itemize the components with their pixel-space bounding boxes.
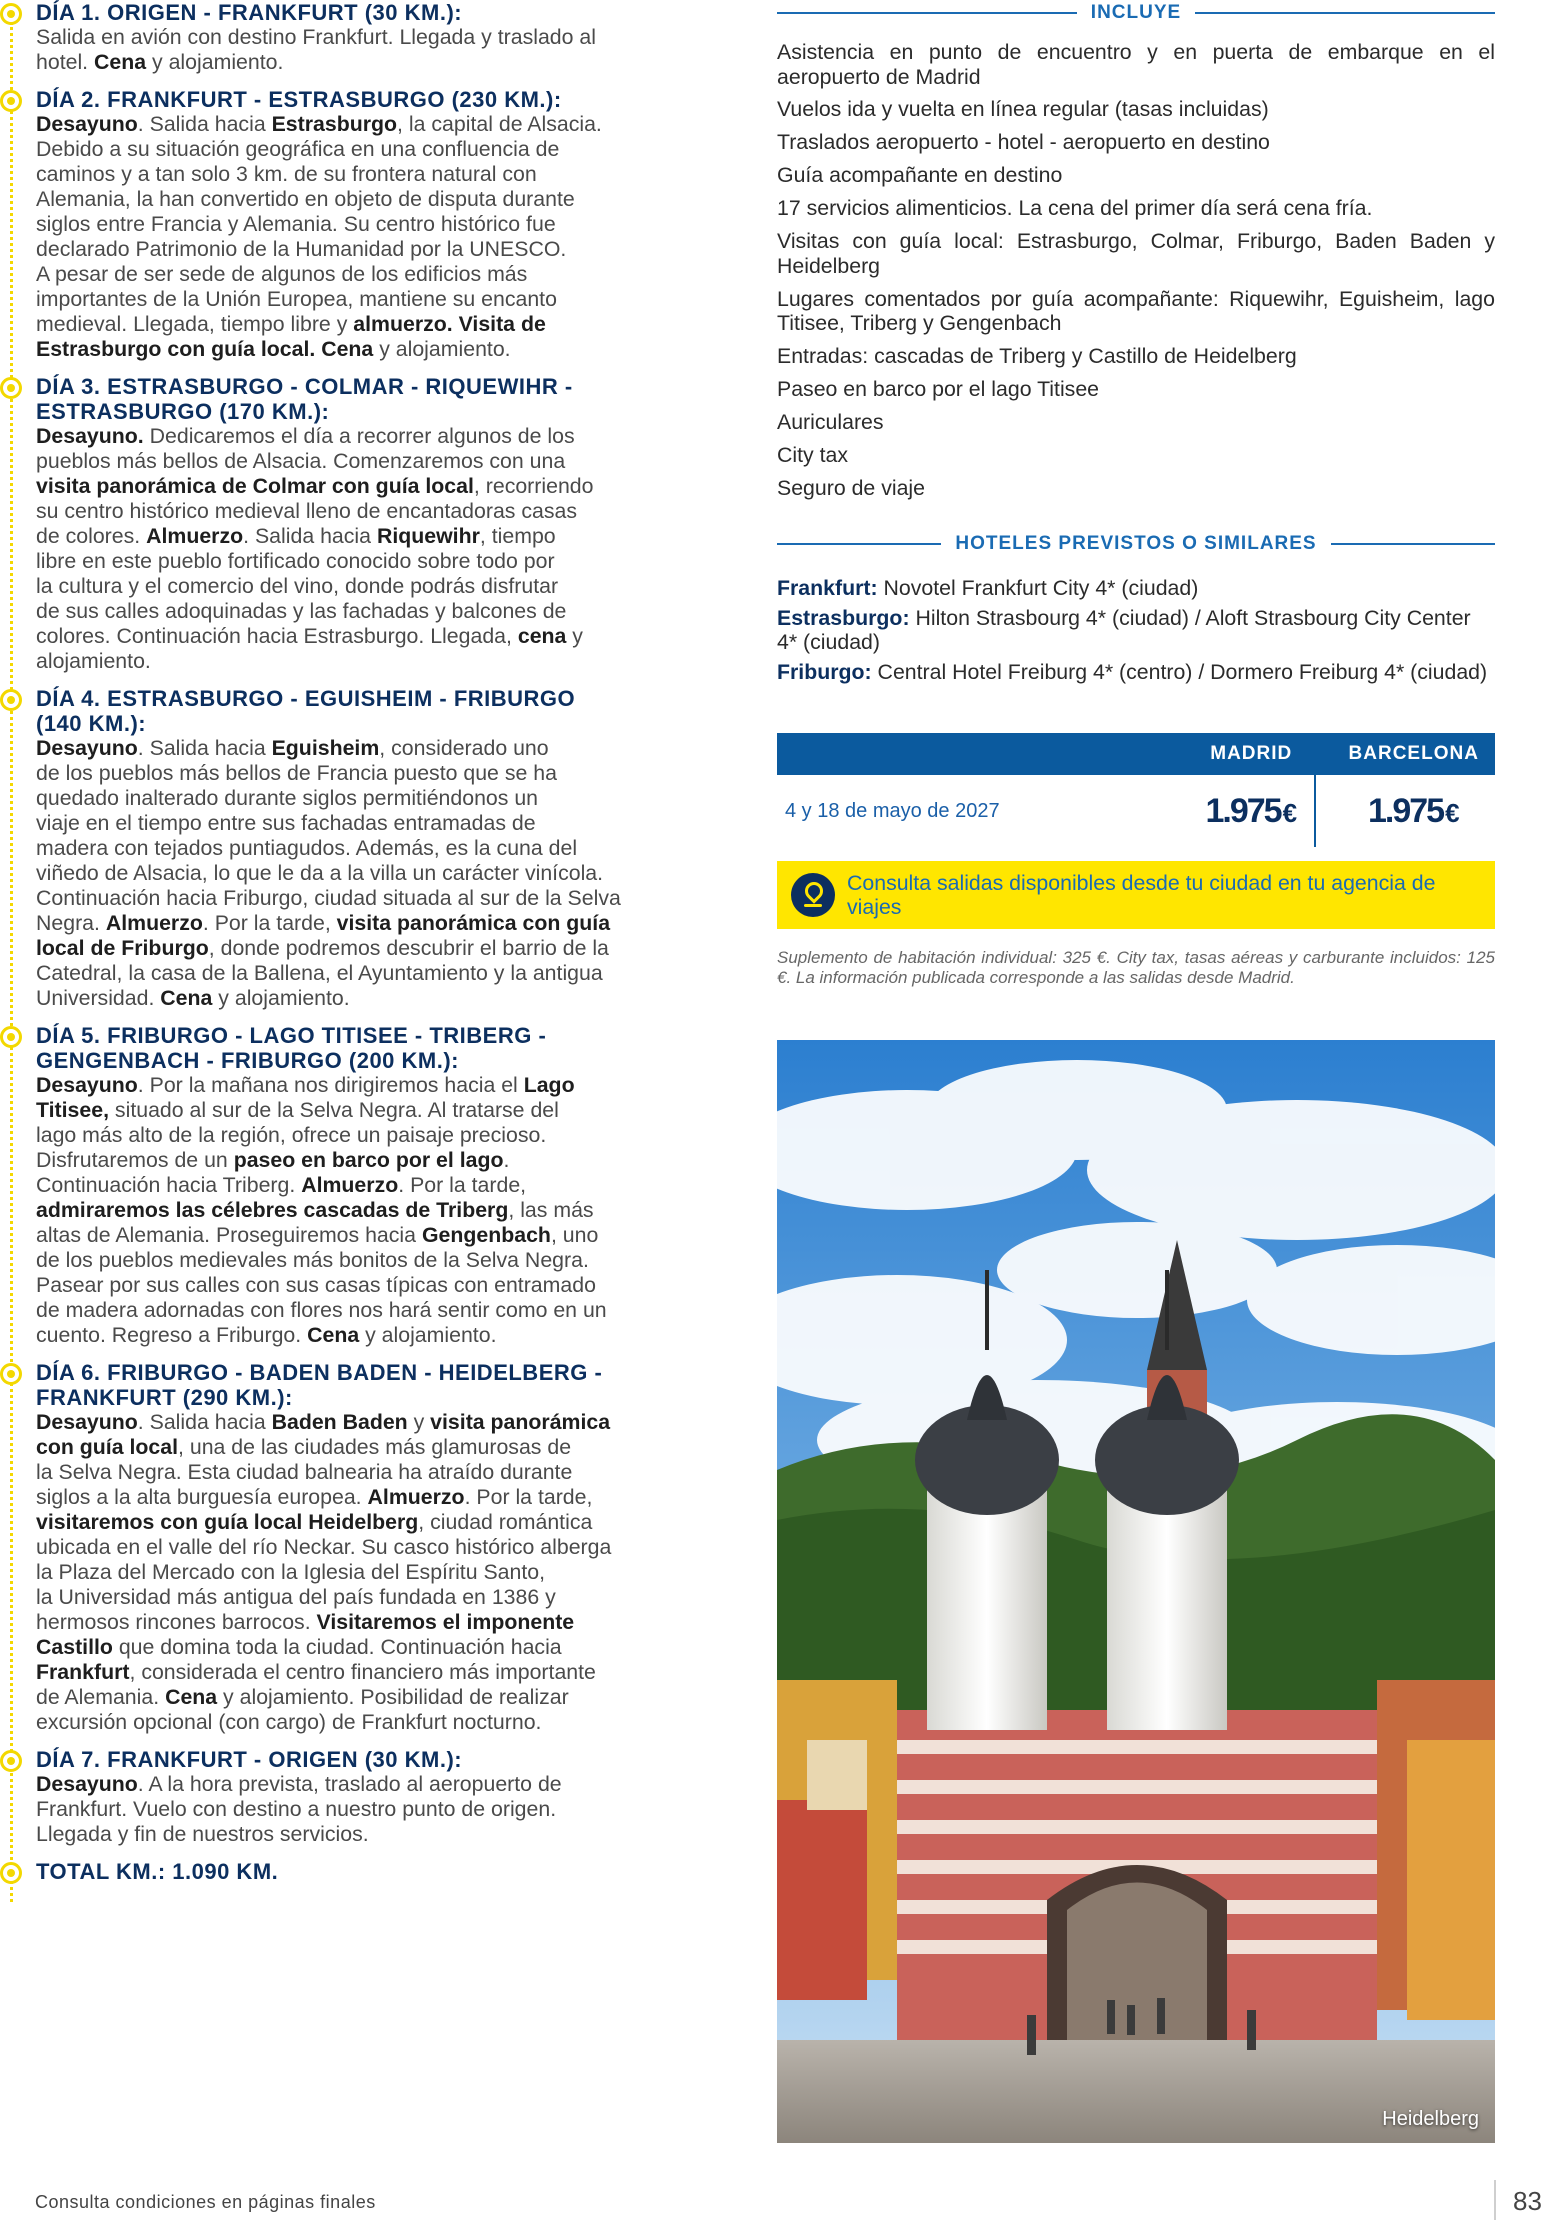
hotels-heading [777, 533, 1495, 555]
heidelberg-photo [777, 1040, 1495, 2143]
hotel-city: Estrasburgo: [777, 606, 910, 630]
includes-heading [777, 2, 1495, 24]
itinerary-days [0, 0, 730, 1847]
timeline-dot-icon [0, 90, 22, 112]
day-description: Salida en avión con destino Frankfurt. Llegada y traslado al hotel. Cena y alojamiento. [36, 25, 596, 74]
includes-item: 17 servicios alimenticios. La cena del primer día será cena fría. [777, 196, 1373, 221]
day-description: Desayuno. Por la mañana nos dirigiremos hacia el Lago Titisee, situado al sur de la Selva Negra. Al tratarse del lago más alto de la región, ofrece un paisaje precioso. Disfrutaremos de un paseo en barco por el lago. Continuación hacia Triberg. Almuerzo. Por la tarde, admiraremos las célebres cascadas de Triberg, las más altas de Alemania. Proseguiremos hacia Gengenbach, uno de los pueblos medievales más bonitos de la Selva Negra. Pasear por sus calles con sus casas típicas con entramado de madera adornadas con flores nos hará sentir como en un cuento. Regreso a Friburgo. Cena y alojamiento. [36, 1073, 607, 1347]
location-pin-icon [791, 873, 835, 917]
day-title: DÍA 5. FRIBURGO - LAGO TITISEE - TRIBERG - GENGENBACH - FRIBURGO (200 KM.): [36, 1023, 547, 1073]
day-title: DÍA 6. FRIBURGO - BADEN BADEN - HEIDELBERG - FRANKFURT (290 KM.): [36, 1360, 603, 1410]
heading-rule [777, 12, 1077, 14]
day-description: Desayuno. A la hora prevista, traslado al aeropuerto de Frankfurt. Vuelo con destino a nuestro punto de origen. Llegada y fin de nuestros servicios. [36, 1772, 562, 1846]
includes-list [777, 40, 1495, 508]
day-title: DÍA 7. FRANKFURT - ORIGEN (30 KM.): [36, 1747, 463, 1772]
includes-item: City tax [777, 442, 849, 467]
photo-caption: Heidelberg [1382, 2108, 1479, 2130]
day-description: Desayuno. Salida hacia Estrasburgo, la capital de Alsacia. Debido a su situación geográfica en una confluencia de caminos y a tan solo 3 km. de su frontera natural con Alemania, la han convertido en objeto de disputa durante siglos entre Francia y Alemania. Su centro histórico fue declarado Patrimonio de la Humanidad por la UNESCO. A pesar de ser sede de algunos de los edificios más importantes de la Unión Europea, mantiene su encanto medieval. Llegada, tiempo libre y almuerzo. Visita de Estrasburgo con guía local. Cena y alojamiento. [36, 112, 602, 361]
includes-item: Lugares comentados por guía acompañante: Riquewihr, Eguisheim, lago Titisee, Triberg y Gengenbach [777, 286, 1495, 336]
timeline-dot-icon [0, 1363, 22, 1385]
heading-rule [1195, 12, 1495, 14]
hotel-city: Friburgo: [777, 660, 872, 684]
price-madrid: 1.975€ [1205, 791, 1298, 830]
heading-rule [777, 543, 941, 545]
day-description: Desayuno. Salida hacia Eguisheim, considerado uno de los pueblos más bellos de Francia puesto que se ha quedado inalterado durante siglos permitiéndonos un viaje en el tiempo entre sus fachadas entramadas de madera con tejados puntiagudos. Además, es la cuna del viñedo de Alsacia, lo que le da a la villa un carácter vinícola. Continuación hacia Friburgo, ciudad situada al sur de la Selva Negra. Almuerzo. Por la tarde, visita panorámica con guía local de Friburgo, donde podremos descubrir el barrio de la Catedral, la casa de la Ballena, el Ayuntamiento y la antigua Universidad. Cena y alojamiento. [36, 736, 621, 1010]
includes-item: Auriculares [777, 409, 884, 434]
includes-item: Visitas con guía local: Estrasburgo, Colmar, Friburgo, Baden Baden y Heidelberg [777, 229, 1495, 278]
hotels-heading-label: HOTELES PREVISTOS O SIMILARES [955, 533, 1317, 554]
footer-note: Consulta condiciones en páginas finales [35, 2192, 376, 2212]
availability-notice [777, 861, 1495, 929]
hotel-entry [777, 660, 1495, 684]
day-title: DÍA 1. ORIGEN - FRANKFURT (30 KM.): [36, 0, 463, 25]
includes-item: Paseo en barco por el lago Titisee [777, 376, 1100, 401]
day-title: DÍA 3. ESTRASBURGO - COLMAR - RIQUEWIHR - ESTRASBURGO (170 KM.): [36, 374, 573, 424]
timeline-dot-icon [0, 1750, 22, 1772]
hotels-list [777, 576, 1495, 690]
itinerary-day-5 [0, 1023, 730, 1348]
itinerary-day-6 [0, 1360, 730, 1735]
includes-item: Vuelos ida y vuelta en línea regular (tasas incluidas) [777, 97, 1269, 122]
price-col-madrid: MADRID [1210, 743, 1293, 764]
footer-divider [1494, 2180, 1496, 2220]
includes-heading-label: INCLUYE [1090, 2, 1182, 23]
day-description: Desayuno. Dedicaremos el día a recorrer algunos de los pueblos más bellos de Alsacia. Comenzaremos con una visita panorámica de Colmar con guía local, recorriendo su centro histórico medieval lleno de encantadoras casas de colores. Almuerzo. Salida hacia Riquewihr, tiempo libre en este pueblo fortificado conocido sobre todo por la cultura y el comercio del vino, donde podrás disfrutar de sus calles adoquinadas y las fachadas y balcones de colores. Continuación hacia Estrasburgo. Llegada, cena y alojamiento. [36, 424, 594, 673]
itinerary-total [0, 1859, 730, 1884]
itinerary-day-4 [0, 686, 730, 1011]
page-number: 83 [1513, 2186, 1542, 2216]
hotel-names: Novotel Frankfurt City 4* (ciudad) [877, 576, 1199, 600]
hotel-entry [777, 576, 1495, 600]
total-km: TOTAL KM.: 1.090 KM. [36, 1859, 279, 1884]
includes-item: Entradas: cascadas de Triberg y Castillo de Heidelberg [777, 344, 1297, 369]
hotel-names: Hilton Strasbourg 4* (ciudad) / Aloft Strasbourg City Center 4* (ciudad) [777, 606, 1471, 654]
itinerary-day-7 [0, 1747, 730, 1847]
day-title: DÍA 2. FRANKFURT - ESTRASBURGO (230 KM.): [36, 87, 562, 112]
includes-item: Asistencia en punto de encuentro y en puerta de embarque en el aeropuerto de Madrid [777, 40, 1495, 89]
itinerary-day-3 [0, 374, 730, 674]
heading-rule [1331, 543, 1495, 545]
day-title: DÍA 4. ESTRASBURGO - EGUISHEIM - FRIBURGO (140 KM.): [36, 686, 576, 736]
itinerary [0, 0, 730, 1896]
day-description: Desayuno. Salida hacia Baden Baden y visita panorámica con guía local, una de las ciudades más glamurosas de la Selva Negra. Esta ciudad balnearia ha atraído durante siglos a la alta burguesía europea. Almuerzo. Por la tarde, visitaremos con guía local Heidelberg, ciudad romántica ubicada en el valle del río Neckar. Su casco histórico alberga la Plaza del Mercado con la Iglesia del Espíritu Santo, la Universidad más antigua del país fundada en 1386 y hermosos rincones barrocos. Visitaremos el imponente Castillo que domina toda la ciudad. Continuación hacia Frankfurt, considerada el centro financiero más importante de Alemania. Cena y alojamiento. Posibilidad de realizar excursión opcional (con cargo) de Frankfurt nocturno. [36, 1410, 612, 1734]
timeline-dot-icon [0, 1862, 22, 1884]
hotel-entry [777, 606, 1495, 654]
availability-notice-text: Consulta salidas disponibles desde tu ciudad en tu agencia de viajes [847, 871, 1436, 919]
price-col-barcelona: BARCELONA [1348, 743, 1479, 764]
price-divider [1314, 775, 1316, 847]
timeline-dot-icon [0, 3, 22, 25]
timeline-dot-icon [0, 1026, 22, 1048]
price-barcelona: 1.975€ [1367, 791, 1460, 830]
price-row [777, 775, 1495, 847]
timeline-dot-icon [0, 377, 22, 399]
timeline-dot-icon [0, 689, 22, 711]
includes-item: Guía acompañante en destino [777, 163, 1063, 188]
heidelberg-gate-image [777, 1040, 1495, 2143]
hotel-names: Central Hotel Freiburg 4* (centro) / Dormero Freiburg 4* (ciudad) [871, 660, 1488, 684]
price-table [777, 733, 1495, 847]
itinerary-day-2 [0, 87, 730, 362]
itinerary-day-1 [0, 0, 730, 75]
departure-dates: 4 y 18 de mayo de 2027 [785, 799, 1000, 822]
hotel-city: Frankfurt: [777, 576, 878, 600]
includes-item: Traslados aeropuerto - hotel - aeropuerto en destino [777, 130, 1270, 155]
supplement-note: Suplemento de habitación individual: 325 €. City tax, tasas aéreas y carburante incluidos: 125 €. La información publicada corresponde a las salidas desde Madrid. [777, 948, 1495, 987]
price-table-header [777, 733, 1495, 775]
includes-item: Seguro de viaje [777, 475, 925, 500]
